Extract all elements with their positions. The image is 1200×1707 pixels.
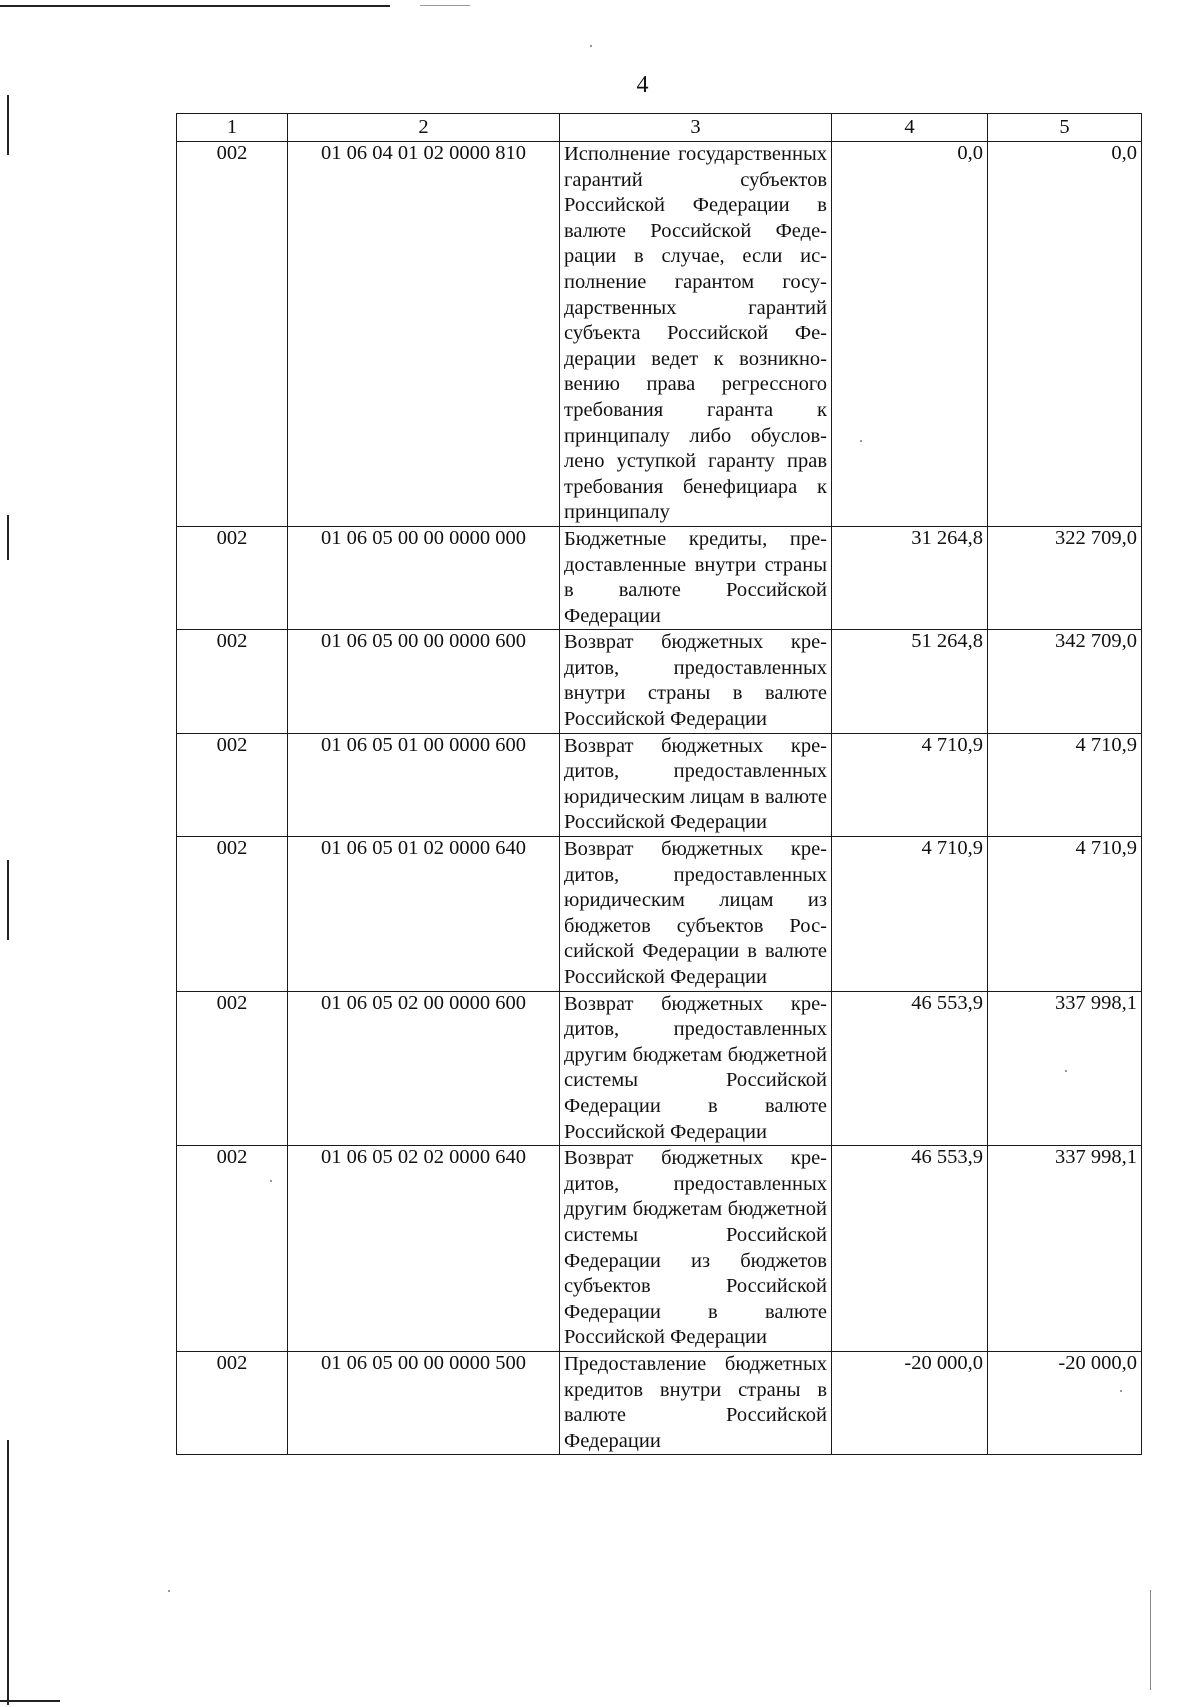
table-row [177,837,1142,992]
scan-edge-top [0,5,390,7]
scan-edge-bottom [0,1700,60,1702]
amount-col-5: 4 710,9 [988,733,1142,836]
amount-col-4: 4 710,9 [832,733,988,836]
table-row [177,526,1142,629]
description: Возврат бюджетных кредитов, предоставленных юридическим лицам из бюджетов субъектов Российской Федерации в валюте Российской Федерации [560,837,832,992]
header-col-3: 3 [560,114,832,142]
page-number: 4 [636,72,649,98]
amount-col-5: 337 998,1 [988,991,1142,1146]
header-col-4: 4 [832,114,988,142]
header-col-5: 5 [988,114,1142,142]
scan-edge-right [1150,1590,1151,1690]
amount-col-5: 342 709,0 [988,630,1142,733]
amount-col-4: 51 264,8 [832,630,988,733]
classification-code: 01 06 05 02 02 0000 640 [288,1146,560,1352]
admin-code: 002 [177,526,288,629]
table-header-row [177,114,1142,142]
header-col-1: 1 [177,114,288,142]
admin-code: 002 [177,733,288,836]
classification-code: 01 06 05 01 02 0000 640 [288,837,560,992]
description: Предоставление бюджетных кредитов внутри страны в валюте Российской Федерации [560,1351,832,1454]
admin-code: 002 [177,142,288,527]
scan-edge-top-right [420,5,470,6]
table-row [177,991,1142,1146]
classification-code: 01 06 05 00 00 0000 500 [288,1351,560,1454]
table-row [177,1146,1142,1352]
admin-code: 002 [177,1146,288,1352]
description: Исполнение государственных гарантий субъектов Российской Федерации в валюте Российской Федерации в случае, если исполнение гарантом государственных гарантий субъекта Российской Федерации ведет к возникновению права регрессного требования гаранта к принципалу либо обусловлено уступкой гаранту прав требования бенефициара к принципалу [560,142,832,527]
header-col-2: 2 [288,114,560,142]
classification-code: 01 06 05 02 00 0000 600 [288,991,560,1146]
scan-edge-left-2 [7,515,9,560]
description: Возврат бюджетных кредитов, предоставленных внутри страны в валюте Российской Федерации [560,630,832,733]
scan-speck [590,45,592,47]
table-row [177,142,1142,527]
admin-code: 002 [177,991,288,1146]
description: Возврат бюджетных кредитов, предоставленных другим бюджетам бюджетной системы Российской Федерации в валюте Российской Федерации [560,991,832,1146]
scan-speck [168,1590,170,1592]
classification-code: 01 06 05 01 00 0000 600 [288,733,560,836]
amount-col-4: 0,0 [832,142,988,527]
amount-col-4: 4 710,9 [832,837,988,992]
scan-edge-left-3 [7,860,9,940]
amount-col-4: 46 553,9 [832,1146,988,1352]
classification-code: 01 06 04 01 02 0000 810 [288,142,560,527]
amount-col-5: 337 998,1 [988,1146,1142,1352]
admin-code: 002 [177,837,288,992]
amount-col-5: 322 709,0 [988,526,1142,629]
description: Бюджетные кредиты, предоставленные внутри страны в валюте Российской Федерации [560,526,832,629]
amount-col-5: 0,0 [988,142,1142,527]
description: Возврат бюджетных кредитов, предоставленных другим бюджетам бюджетной системы Российской Федерации из бюджетов субъектов Российской Федерации в валюте Российской Федерации [560,1146,832,1352]
scan-edge-left-4 [7,1440,9,1705]
table-row [177,1351,1142,1454]
admin-code: 002 [177,1351,288,1454]
amount-col-4: 46 553,9 [832,991,988,1146]
budget-sources-table [176,113,1142,1455]
table-row [177,630,1142,733]
amount-col-4: 31 264,8 [832,526,988,629]
table-row [177,733,1142,836]
classification-code: 01 06 05 00 00 0000 000 [288,526,560,629]
amount-col-4: -20 000,0 [832,1351,988,1454]
description: Возврат бюджетных кредитов, предоставленных юридическим лицам в валюте Российской Федерации [560,733,832,836]
classification-code: 01 06 05 00 00 0000 600 [288,630,560,733]
amount-col-5: 4 710,9 [988,837,1142,992]
amount-col-5: -20 000,0 [988,1351,1142,1454]
scan-edge-left-1 [7,95,9,155]
admin-code: 002 [177,630,288,733]
